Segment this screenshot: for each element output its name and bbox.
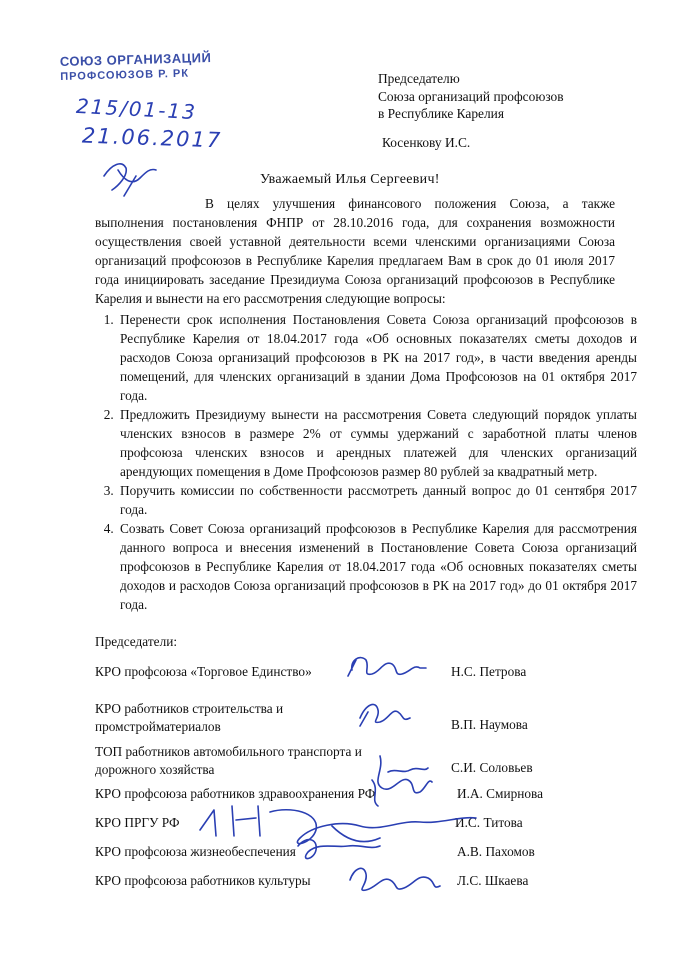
signatory-org: КРО профсоюза работников здравоохранения РФ xyxy=(95,786,376,801)
signatory-name: И.А. Смирнова xyxy=(457,786,543,801)
signatory-org: КРО работников строительства и промстройматериалов xyxy=(95,701,284,734)
proposal-item-2: 2. Предложить Президиуму вынести на рассмотрения Совета следующий порядок уплаты членских взносов в размере 2% от суммы удержаний с заработной платы членов профсоюза членских взносов и арендных платежей для членских организаций арендующих помещения в Доме Профсоюзов размер 80 рублей за квадратный метр. xyxy=(117,405,637,481)
signatory-name: Л.С. Шкаева xyxy=(457,873,529,888)
stamp-line-2: ПРОФСОЮЗОВ Р. РК xyxy=(60,67,190,83)
intro-text: В целях улучшения финансового положения Союза, а также выполнения постановления ФНПР от 28.10.2016 года, для сохранения возможности осуществления своей уставной деятельности всеми членскими организациями Союза организаций профсоюзов в Республике Карелия предлагаем Вам в срок до 01 июля 2017 года инициировать заседание Президиума Союза организаций профсоюзов в Республике Карелия и вынести на его рассмотрения следующие вопросы: xyxy=(95,196,615,306)
signature-naumova xyxy=(360,704,410,726)
signature-shkaeva xyxy=(350,868,440,890)
signature-soloviev xyxy=(372,756,432,806)
addressee-name: Косенкову И.С. xyxy=(382,134,471,150)
registration-number: 215/01-13 xyxy=(75,93,198,125)
signatory-org: КРО ПРГУ РФ xyxy=(95,815,180,830)
signatory-org: КРО профсоюза жизнеобеспечения xyxy=(95,844,296,859)
greeting: Уважаемый Илья Сергеевич! xyxy=(260,172,440,187)
proposal-item-4: 4. Созвать Совет Союза организаций профсоюзов в Республике Карелия для рассмотрения данного вопроса и внесения изменений в Постановление Совета Союза организаций профсоюзов в Республике Карелия от 18.04.2017 года «Об основных показателях сметы доходов и расходов Союза организаций профсоюзов в РК на 2017 год» до 01 октября 2017 года. xyxy=(117,519,637,614)
signatory-name: Н.С. Петрова xyxy=(451,664,527,679)
signatory-name: А.В. Пахомов xyxy=(457,844,535,859)
signatory-org: ТОП работников автомобильного транспорта и дорожного хозяйства xyxy=(95,744,362,777)
signatory-name: И.С. Титова xyxy=(455,815,523,830)
addressee-line-3: в Республике Карелия xyxy=(378,106,504,121)
addressee-line-1: Председателю xyxy=(378,71,460,86)
signatory-name: В.П. Наумова xyxy=(451,717,528,732)
signatory-name: С.И. Соловьев xyxy=(451,760,533,775)
proposal-item-1: 1. Перенести срок исполнения Постановления Совета Союза организаций профсоюзов в Республике Карелия от 18.04.2017 года «Об основных показателях сметы доходов и расходов Союза организаций профсоюзов в РК на 2017 год», в части введения аренды помещений, для членских организаций в здании Дома Профсоюзов на 01 октября 2017 года. xyxy=(117,310,637,405)
signature-titova xyxy=(200,806,476,844)
signature-petrova xyxy=(348,658,426,676)
signatory-org: КРО профсоюза работников культуры xyxy=(95,873,311,888)
resolution-signature xyxy=(104,164,156,196)
registration-date: 21.06.2017 xyxy=(81,123,223,153)
signatory-org: КРО профсоюза «Торговое Единство» xyxy=(95,664,312,679)
addressee-line-2: Союза организаций профсоюзов xyxy=(378,88,564,104)
proposal-item-3: 3. Поручить комиссии по собственности рассмотреть данный вопрос до 01 сентября 2017 года. xyxy=(117,481,637,519)
chairs-label: Председатели: xyxy=(95,634,178,649)
signature-smirnova xyxy=(388,768,428,772)
stamp-line-1: СОЮЗ ОРГАНИЗАЦИЙ xyxy=(59,50,212,69)
signature-pakhomov xyxy=(298,840,380,859)
